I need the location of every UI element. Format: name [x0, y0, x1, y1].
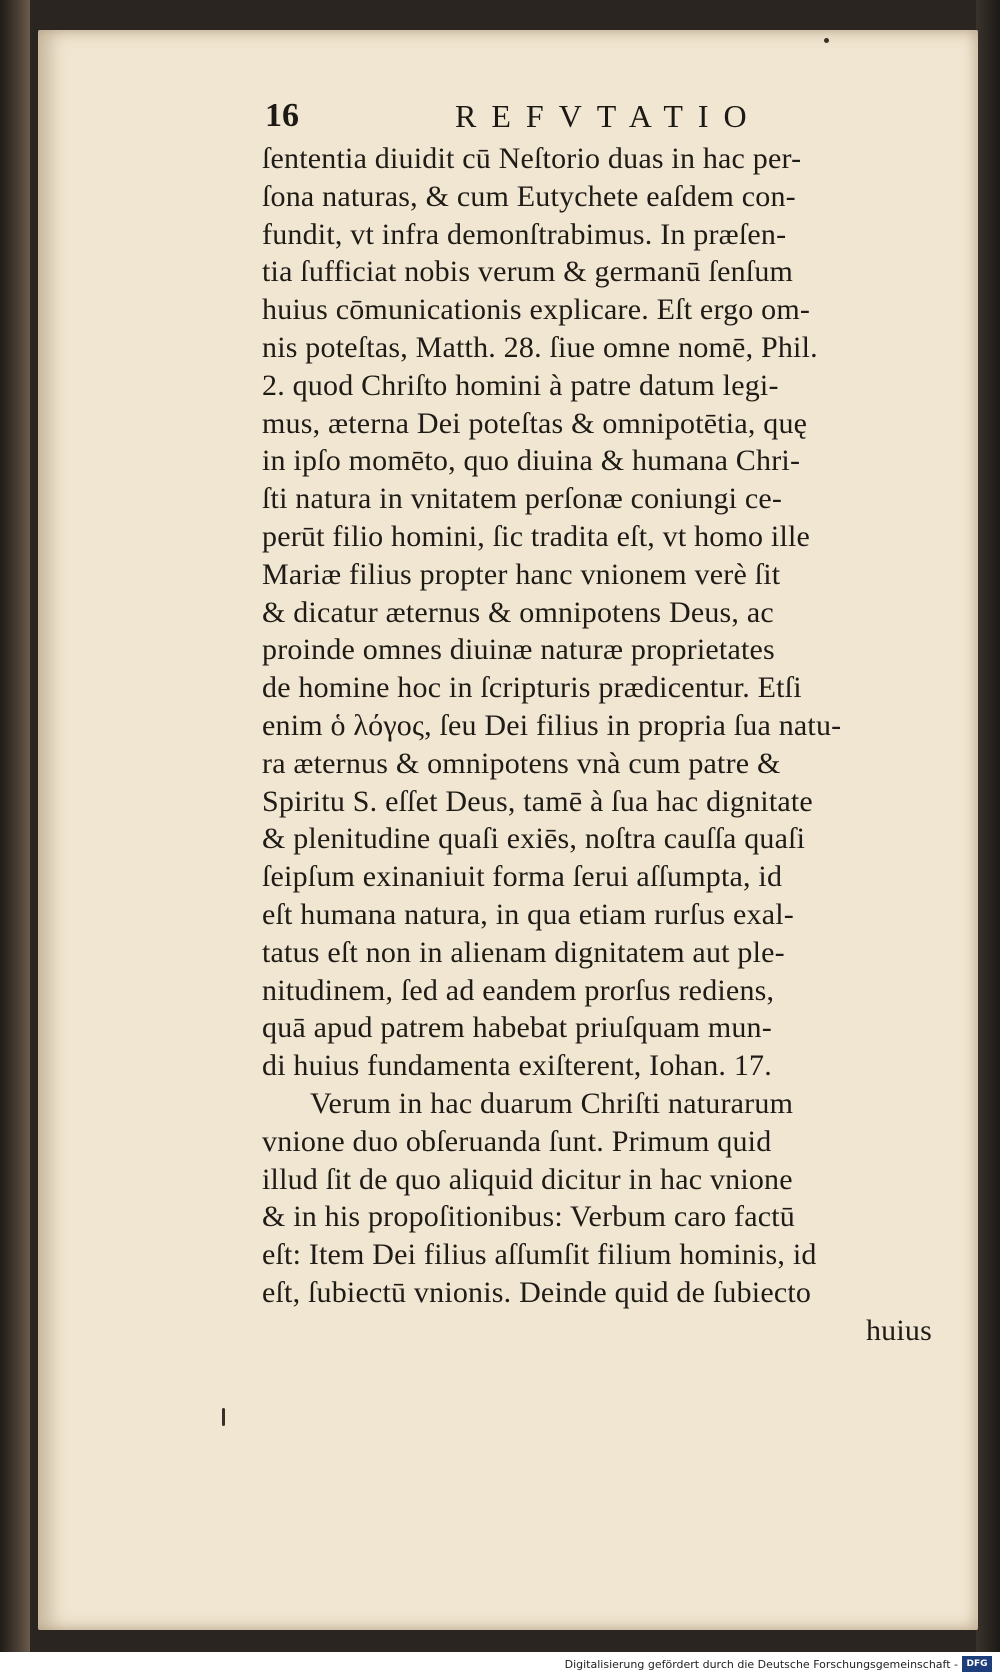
- text-line: in ipſo momēto, quo diuina & humana Chri-: [262, 444, 801, 478]
- text-line: di huius fundamenta exiſterent, Iohan. 17.: [262, 1049, 772, 1083]
- digitization-credit: Digitalisierung gefördert durch die Deutsche Forschungsgemeinschaft -: [564, 1658, 958, 1671]
- book-edge: [976, 0, 1000, 1652]
- text-block: [262, 140, 932, 1350]
- text-line: ra æternus & omnipotens vnà cum patre &: [262, 746, 781, 780]
- text-line: ſententia diuidit cū Neſtorio duas in hac per-: [262, 142, 802, 175]
- text-line: nitudinem, ſed ad eandem prorſus rediens,: [262, 973, 775, 1007]
- running-title: REFVTATIO: [455, 98, 762, 134]
- text-line: Spiritu S. eſſet Deus, tamē à ſua hac dignitate: [262, 784, 813, 818]
- text-line: illud ſit de quo aliquid dicitur in hac vnione: [262, 1162, 793, 1196]
- text-line: nis poteſtas, Matth. 28. ſiue omne nomē, Phil.: [262, 330, 818, 364]
- book-spine: [0, 0, 30, 1652]
- footer-bar: [0, 1652, 1000, 1677]
- dfg-logo: DFG: [962, 1656, 992, 1672]
- text-line: 2. quod Chriſto homini à patre datum legi-: [262, 368, 779, 402]
- text-line: ſona naturas, & cum Eutychete eaſdem con-: [262, 179, 796, 213]
- paragraph-start-line: Verum in hac duarum Chriſti naturarum: [310, 1086, 794, 1120]
- paper-speck: [824, 38, 829, 43]
- text-line: fundit, vt infra demonſtrabimus. In præſen-: [262, 217, 787, 251]
- text-line: perūt filio homini, ſic tradita eſt, vt homo ille: [262, 519, 811, 553]
- page-number: 16: [265, 97, 299, 134]
- text-line: huius cōmunicationis explicare. Eſt ergo om-: [262, 293, 811, 327]
- text-line: & dicatur æternus & omnipotens Deus, ac: [262, 595, 774, 629]
- text-line: & in his propoſitionibus: Verbum caro factū: [262, 1200, 795, 1234]
- text-line: ſeipſum exinaniuit forma ſerui aſſumpta, id: [262, 860, 783, 894]
- text-line: Mariæ filius propter hanc vnionem verè ſit: [262, 557, 781, 591]
- catchword: huius: [865, 1313, 932, 1347]
- text-line: proinde omnes diuinæ naturæ proprietates: [262, 633, 775, 667]
- text-line: ſti natura in vnitatem perſonæ coniungi ce-: [262, 482, 783, 516]
- text-line: mus, æterna Dei poteſtas & omnipotētia, quę: [262, 406, 808, 440]
- text-line: quā apud patrem habebat priuſquam mun-: [262, 1011, 772, 1045]
- text-line: eſt humana natura, in qua etiam rurſus exal-: [262, 897, 794, 931]
- text-line: enim ὁ λόγος, ſeu Dei filius in propria ſua natu-: [262, 708, 842, 742]
- text-line: & plenitudine quaſi exiēs, noſtra cauſſa quaſi: [262, 822, 806, 856]
- text-line: tia ſufficiat nobis verum & germanū ſenſum: [262, 255, 794, 289]
- text-line: eſt, ſubiectū vnionis. Deinde quid de ſubiecto: [262, 1275, 812, 1309]
- paper-mark: [222, 1408, 225, 1426]
- page-header: [265, 96, 785, 136]
- text-line: vnione duo obſeruanda ſunt. Primum quid: [262, 1124, 772, 1158]
- text-line: tatus eſt non in alienam dignitatem aut ple-: [262, 935, 785, 969]
- text-line: eſt: Item Dei filius aſſumſit filium hominis, id: [262, 1238, 817, 1272]
- text-line: de homine hoc in ſcripturis prædicentur. Etſi: [262, 671, 802, 705]
